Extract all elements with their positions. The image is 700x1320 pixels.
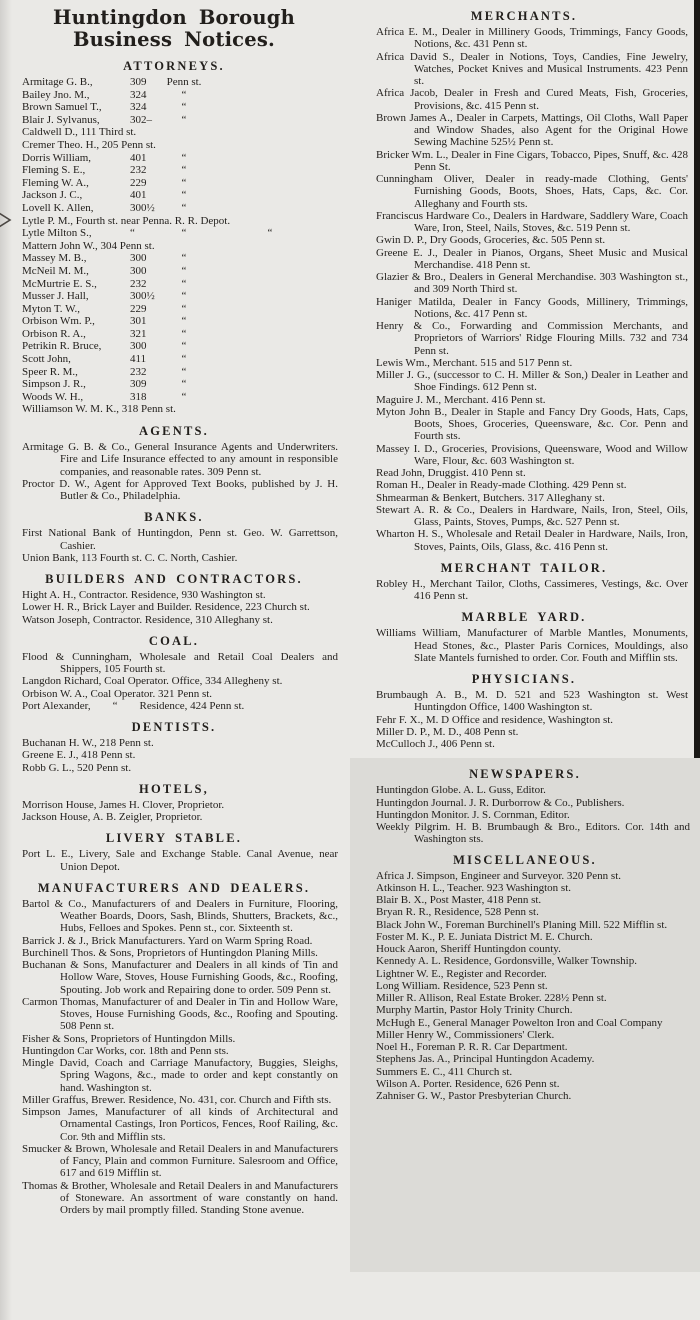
attorney-address-cell: 232 — [130, 164, 147, 177]
attorney-row — [8, 202, 340, 215]
directory-entry: Shmearman & Benkert, Butchers. 317 Alleghany st. — [376, 491, 605, 504]
attorney-address-cell: “ — [181, 88, 187, 101]
directory-entry: Port Alexander, “ Residence, 424 Penn st. — [22, 699, 245, 712]
directory-entry: Miller J. G., (successor to C. H. Miller & Son,) Dealer in Leather and Shoe Findings. 612 Penn st. — [376, 369, 688, 394]
section-heading: LIVERY STABLE. — [105, 831, 243, 846]
directory-entry: Brown James A., Dealer in Carpets, Mattings, Oil Cloths, Wall Paper and Window Shades, also Agent for the Original Howe Sewing Machine 525½ Penn st. — [376, 111, 688, 149]
attorney-row — [8, 227, 340, 240]
left-column — [8, 0, 340, 1216]
attorney-name: Blair J. Sylvanus, — [22, 113, 100, 126]
directory-entry: Brumbaugh A. B., M. D. 521 and 523 Washington st. West Huntingdon Office, 1400 Washington st. — [376, 689, 688, 714]
directory-entry: Burchinell Thos. & Sons, Proprietors of Huntingdon Planing Mills. — [22, 946, 318, 959]
directory-entry: Africa David S., Dealer in Notions, Toys, Candies, Fine Jewelry, Watches, Pocket Knives and Musical Instruments. 423 Penn st. — [376, 50, 688, 87]
directory-entry: Jackson House, A. B. Zeigler, Proprietor. — [22, 811, 203, 824]
directory-entry: Noel H., Foreman P. R. R. Car Department. — [376, 1041, 568, 1053]
directory-entry: Africa E. M., Dealer in Millinery Goods, Trimmings, Fancy Goods, Notions, &c. 431 Penn st. — [376, 26, 688, 51]
attorney-row — [8, 265, 340, 278]
section-heading: MANUFACTURERS AND DEALERS. — [37, 880, 311, 895]
section-builders-and-contractors — [8, 572, 340, 626]
attorney-row — [8, 315, 340, 328]
attorney-address-cell: 324 — [130, 88, 147, 101]
attorney-name: Lytle Milton S., — [22, 227, 92, 240]
section-heading: BANKS. — [144, 510, 204, 525]
attorney-name: Lovell K. Allen, — [22, 201, 94, 214]
attorney-address-cell: “ — [181, 227, 187, 240]
attorney-name: McMurtrie E. S., — [22, 277, 97, 290]
page-title: Huntingdon Borough Business Notices. — [53, 6, 295, 51]
directory-entry: Simpson James, Manufacturer of all kinds of Architectural and Ornamental Castings, Iron Porticos, Fences, Roof Railing, &c. Cor. 9th and Mifflin sts. — [22, 1106, 338, 1143]
directory-entry: Myton John B., Dealer in Staple and Fancy Dry Goods, Hats, Caps, Boots, Shoes, Groceries, Queensware, &c. Cor. Penn and Fourth sts. — [376, 405, 688, 443]
attorney-address-cell: 301 — [130, 315, 147, 328]
attorney-address-cell: “ — [181, 113, 187, 126]
attorney-name: Cremer Theo. H., 205 Penn st. — [22, 138, 156, 151]
attorney-row — [8, 126, 340, 139]
attorney-name: Mattern John W., 304 Penn st. — [22, 239, 155, 252]
attorney-address-cell: 229 — [130, 302, 147, 315]
directory-entry: Langdon Richard, Coal Operator. Office, 334 Allegheny st. — [22, 675, 283, 688]
directory-entry: Glazier & Bro., Dealers in General Merchandise. 303 Washington st., and 309 North Third st. — [376, 271, 688, 296]
section-heading: MERCHANTS. — [470, 9, 578, 23]
directory-entry: Africa Jacob, Dealer in Fresh and Cured Meats, Fish, Groceries, Provisions, &c. 415 Penn st. — [376, 87, 688, 112]
directory-entry: Bartol & Co., Manufacturers of and Dealers in Furniture, Flooring, Weather Boards, Doors, Sash, Blinds, Shutters, Brackets, &c., Hubs, Felloes and Spokes. Penn st., cor. Sixteenth st. — [22, 897, 338, 935]
section-heading: MISCELLANEOUS. — [453, 852, 597, 867]
section-heading: NEWSPAPERS. — [469, 767, 581, 782]
directory-entry: Huntingdon Globe. A. L. Guss, Editor. — [376, 784, 546, 797]
directory-entry: Fisher & Sons, Proprietors of Huntingdon Mills. — [22, 1032, 236, 1045]
directory-entry: Wharton H. S., Wholesale and Retail Dealer in Hardware, Nails, Iron, Stoves, Paints, Oils, Glass, &c. 416 Penn st. — [376, 528, 688, 553]
directory-entry: Armitage G. B. & Co., General Insurance Agents and Underwriters. Fire and Life Insurance effected to any amount in responsible companies, and reasonable rates. 309 Penn st. — [22, 441, 338, 478]
directory-entry: Bricker Wm. L., Dealer in Fine Cigars, Tobacco, Pipes, Snuff, &c. 428 Penn St. — [376, 148, 688, 173]
section-banks — [8, 510, 340, 564]
attorney-row — [8, 353, 340, 366]
directory-entry: Stephens Jas. A., Principal Huntingdon Academy. — [376, 1053, 595, 1066]
directory-entry: Black John W., Foreman Burchinell's Planing Mill. 522 Mifflin st. — [376, 918, 668, 931]
directory-entry: Hight A. H., Contractor. Residence, 930 Washington st. — [22, 589, 266, 602]
attorney-address-cell: 232 — [130, 277, 147, 290]
attorney-name: McNeil M. M., — [22, 264, 89, 277]
right-column — [352, 0, 696, 1272]
attorney-row — [8, 164, 340, 177]
attorney-row — [8, 340, 340, 353]
attorney-row — [8, 278, 340, 291]
directory-entry: Orbison W. A., Coal Operator. 321 Penn st. — [22, 687, 213, 700]
attorney-name: Fleming S. E., — [22, 164, 86, 177]
directory-entry: Atkinson H. L., Teacher. 923 Washington st. — [376, 881, 572, 894]
attorney-name: Simpson J. R., — [22, 378, 86, 391]
attorney-address-cell: “ — [181, 315, 187, 328]
attorney-address-cell: 300 — [130, 340, 147, 353]
directory-entry: Williams William, Manufacturer of Marble Mantles, Monuments, Head Stones, &c., Plaster Paris Cornices, Mouldings, also Slate Mantels furnished to order. Cor. Fouth and Mifflin sts. — [376, 627, 688, 664]
directory-entry: Franciscus Hardware Co., Dealers in Hardware, Saddlery Ware, Coach Ware, Iron, Steel, Nails, Stoves, &c. 519 Penn st. — [376, 209, 688, 234]
attorney-name: Armitage G. B., — [22, 76, 93, 88]
directory-entry: Proctor D. W., Agent for Approved Text Books, published by J. H. Butler & Co., Philadelphia. — [22, 477, 338, 503]
directory-entry: Huntingdon Journal. J. R. Durborrow & Co., Publishers. — [376, 796, 625, 809]
attorney-address-cell: “ — [181, 189, 187, 202]
attorney-row — [8, 101, 340, 114]
attorney-address-cell: “ — [130, 227, 135, 240]
section-hotels — [8, 782, 340, 824]
section-heading: DENTISTS. — [131, 720, 217, 735]
attorney-address-cell: “ — [181, 277, 187, 290]
directory-entry: First National Bank of Huntingdon, Penn st. Geo. W. Garrettson, Cashier. — [22, 527, 338, 552]
attorney-name: Orbison R. A., — [22, 327, 86, 340]
attorney-address-cell: “ — [181, 151, 187, 164]
attorney-row — [8, 76, 340, 89]
directory-entry: Buchanan H. W., 218 Penn st. — [22, 737, 154, 750]
section-coal — [8, 634, 340, 712]
attorney-address-cell: “ — [181, 340, 187, 353]
attorney-address-cell: 302– — [130, 113, 152, 126]
directory-entry: Houck Aaron, Sheriff Huntingdon county. — [376, 943, 561, 955]
section-heading: MARBLE YARD. — [461, 610, 587, 625]
attorney-address-cell: 300½ — [130, 290, 155, 303]
directory-entry: Lightner W. E., Register and Recorder. — [376, 967, 547, 980]
directory-entry: Carmon Thomas, Manufacturer of and Dealer in Tin and Hollow Ware, Stoves, House Furnishing Goods, &c., Roofing and Spouting. 508 Penn st. — [22, 995, 338, 1033]
directory-entry: Africa J. Simpson, Engineer and Surveyor. 320 Penn st. — [376, 869, 622, 882]
attorney-name: Petrikin R. Bruce, — [22, 340, 102, 353]
attorney-address-cell: “ — [181, 327, 187, 340]
directory-entry: Port L. E., Livery, Sale and Exchange Stable. Canal Avenue, near Union Depot. — [22, 848, 338, 873]
directory-entry: Mingle David, Coach and Carriage Manufactory, Buggies, Sleighs, Spring Wagons, &c., made to order and kept constantly on hand. Washington st. — [22, 1057, 338, 1094]
directory-entry: Henry & Co., Forwarding and Commission Merchants, and Proprietors of Warriors' Ridge Flouring Mills. 732 and 734 Penn st. — [376, 320, 688, 357]
attorney-address-cell: “ — [181, 302, 187, 315]
attorney-address-cell: “ — [181, 264, 187, 277]
directory-entry: Massey I. D., Groceries, Provisions, Queensware, Wood and Willow Ware, Flour, &c. 603 Washington st. — [376, 442, 688, 467]
attorney-address-cell: “ — [181, 365, 187, 378]
directory-entry: Haniger Matilda, Dealer in Fancy Goods, Millinery, Trimmings, Notions, &c. 417 Penn st. — [376, 295, 688, 320]
section-physicians — [352, 672, 696, 750]
directory-entry: Roman H., Dealer in Ready-made Clothing. 429 Penn st. — [376, 479, 627, 492]
attorney-address-cell: 321 — [130, 327, 147, 340]
attorney-name: Bailey Jno. M., — [22, 88, 90, 101]
attorney-address-cell: 232 — [130, 365, 147, 378]
directory-entry: Thomas & Brother, Wholesale and Retail Dealers in and Manufacturers of Stoneware. An assortment of ware constantly on hand. Orders by mail promptly filled. Standing Stone avenue. — [22, 1179, 338, 1217]
attorney-address-cell: “ — [267, 227, 273, 240]
directory-entry: Greene E. J., 418 Penn st. — [22, 749, 136, 762]
attorney-row — [8, 189, 340, 202]
attorney-address-cell: 309 — [130, 378, 147, 391]
directory-entry: Blair B. X., Post Master, 418 Penn st. — [376, 894, 542, 906]
section-merchant-tailor — [352, 561, 696, 603]
section-dentists — [8, 720, 340, 774]
attorney-address-cell: “ — [181, 164, 187, 177]
directory-entry: Miller D. P., M. D., 408 Penn st. — [376, 725, 519, 738]
directory-entry: Smucker & Brown, Wholesale and Retail Dealers in and Manufacturers of Fancy, Plain and common Furniture. Salesroom and Office, 617 and 619 Mifflin st. — [22, 1142, 338, 1180]
attorney-name: Jackson J. C., — [22, 189, 83, 202]
attorney-name: Williamson W. M. K., 318 Penn st. — [22, 403, 176, 416]
section-attorneys — [8, 59, 340, 416]
attorney-name: Massey M. B., — [22, 252, 87, 265]
section-miscellaneous — [352, 853, 698, 1103]
section-manufacturers-and-dealers — [8, 881, 340, 1217]
attorney-row — [8, 252, 340, 265]
attorney-row — [8, 290, 340, 303]
attorney-row — [8, 89, 340, 102]
directory-entry: Buchanan & Sons, Manufacturer and Dealers in all kinds of Tin and Hollow Ware, Stoves, House Furnishing Goods, &c., Roofing, Spouting. Job work and Repairing done to order. 509 Penn st. — [22, 959, 338, 996]
attorney-row — [8, 177, 340, 190]
section-heading: COAL. — [148, 633, 200, 648]
directory-entry: McCulloch J., 406 Penn st. — [376, 738, 495, 750]
attorney-address-cell: “ — [181, 390, 187, 403]
directory-entry: Miller Henry W., Commissioners' Clerk. — [376, 1028, 555, 1041]
attorney-name: Woods W. H., — [22, 390, 84, 403]
attorney-address-cell: 411 — [130, 353, 147, 366]
section-agents — [8, 424, 340, 502]
directory-entry: Fehr F. X., M. D Office and residence, Washington st. — [376, 713, 614, 726]
directory-entry: McHugh E., General Manager Powelton Iron and Coal Company — [376, 1016, 663, 1029]
section-heading: ATTORNEYS. — [123, 59, 225, 73]
directory-entry: Foster M. K., P. E. Juniata District M. E. Church. — [376, 930, 593, 943]
attorney-address-cell: Penn st. — [166, 76, 202, 88]
directory-entry: Maguire J. M., Merchant. 416 Penn st. — [376, 393, 546, 406]
attorney-name: Orbison Wm. P., — [22, 315, 95, 328]
directory-entry: Robley H., Merchant Tailor, Cloths, Cassimeres, Vestings, &c. Over 416 Penn st. — [376, 577, 688, 602]
attorney-address-cell: 300½ — [130, 201, 155, 214]
attorney-address-cell: 401 — [130, 151, 147, 164]
attorney-row — [8, 139, 340, 152]
section-heading: AGENTS. — [139, 424, 209, 439]
attorney-row — [8, 391, 340, 404]
attorney-address-cell: “ — [181, 290, 187, 303]
directory-entry: Read John, Druggist. 410 Penn st. — [376, 467, 526, 479]
directory-entry: Morrison House, James H. Clover, Proprietor. — [22, 798, 225, 811]
attorney-name: Fleming W. A., — [22, 176, 89, 189]
directory-entry: Gwin D. P., Dry Goods, Groceries, &c. 505 Penn st. — [376, 234, 606, 247]
attorney-address-cell: “ — [181, 101, 187, 114]
directory-entry: Barrick J. & J., Brick Manufacturers. Yard on Warm Spring Road. — [22, 934, 313, 947]
attorney-address-cell: “ — [181, 201, 187, 214]
attorney-address-cell: 401 — [130, 189, 147, 202]
directory-entry: Greene E. J., Dealer in Pianos, Organs, Sheet Music and Musical Merchandise. 418 Penn st. — [376, 246, 688, 271]
attorney-address-cell: 318 — [130, 390, 147, 403]
directory-entry: Watson Joseph, Contractor. Residence, 310 Alleghany st. — [22, 613, 273, 626]
directory-entry: Long William. Residence, 523 Penn st. — [376, 979, 548, 992]
attorney-row — [8, 215, 340, 228]
directory-entry: Bryan R. R., Residence, 528 Penn st. — [376, 906, 539, 919]
highlight-panel — [350, 758, 700, 1272]
attorney-row — [8, 328, 340, 341]
attorney-row — [8, 240, 340, 253]
attorney-address-cell: 324 — [130, 101, 147, 114]
attorney-row — [8, 114, 340, 127]
attorney-name: Caldwell D., 111 Third st. — [22, 126, 137, 139]
section-heading: PHYSICIANS. — [471, 672, 577, 686]
attorney-address-cell: “ — [181, 176, 187, 189]
directory-entry: Miller R. Allison, Real Estate Broker. 228½ Penn st. — [376, 992, 607, 1004]
directory-entry: Union Bank, 113 Fourth st. C. C. North, Cashier. — [22, 551, 238, 564]
section-heading: BUILDERS AND CONTRACTORS. — [45, 572, 303, 587]
directory-entry: Wilson A. Porter. Residence, 626 Penn st. — [376, 1077, 560, 1090]
attorney-address-cell: 309 — [130, 76, 147, 88]
attorney-row — [8, 303, 340, 316]
section-newspapers — [352, 767, 698, 845]
directory-entry: Lower H. R., Brick Layer and Builder. Residence, 223 Church st. — [22, 601, 310, 614]
attorney-address-cell: 300 — [130, 252, 147, 265]
attorney-address-cell: “ — [181, 252, 187, 265]
section-heading: MERCHANT TAILOR. — [440, 560, 608, 575]
attorney-address-cell: 229 — [130, 176, 147, 189]
attorney-name: Brown Samuel T., — [22, 101, 102, 114]
directory-entry: Zahniser G. W., Pastor Presbyterian Church. — [376, 1090, 572, 1102]
directory-entry: Flood & Cunningham, Wholesale and Retail Coal Dealers and Shippers, 105 Fourth st. — [22, 650, 338, 676]
attorney-row — [8, 366, 340, 379]
attorney-address-cell: “ — [181, 378, 187, 391]
directory-entry: Huntingdon Car Works, cor. 18th and Penn sts. — [22, 1044, 229, 1057]
attorney-name: Musser J. Hall, — [22, 290, 89, 303]
directory-entry: Summers E. C., 411 Church st. — [376, 1065, 513, 1078]
section-marble-yard — [352, 610, 696, 664]
directory-entry: Miller Graffus, Brewer. Residence, No. 431, cor. Church and Fifth sts. — [22, 1093, 332, 1106]
attorney-row — [8, 403, 340, 416]
attorney-name: Scott John, — [22, 353, 71, 366]
section-heading: HOTELS, — [139, 781, 209, 796]
attorney-name: Myton T. W., — [22, 302, 80, 315]
directory-entry: Murphy Martin, Pastor Holy Trinity Church. — [376, 1004, 573, 1017]
directory-entry: Stewart A. R. & Co., Dealers in Hardware, Nails, Iron, Steel, Oils, Glass, Paints, Stoves, Pumps, &c. 527 Penn st. — [376, 503, 688, 528]
attorney-name: Speer R. M., — [22, 365, 78, 378]
section-merchants — [352, 9, 696, 553]
directory-entry: Kennedy A. L. Residence, Gordonsville, Walker Township. — [376, 955, 637, 968]
section-livery-stable — [8, 831, 340, 873]
directory-entry: Lewis Wm., Merchant. 515 and 517 Penn st. — [376, 356, 573, 369]
directory-entry: Weekly Pilgrim. H. B. Brumbaugh & Bro., Editors. Cor. 14th and Washington sts. — [376, 821, 690, 846]
directory-entry: Huntingdon Monitor. J. S. Cornman, Editor. — [376, 808, 570, 821]
attorney-row — [8, 152, 340, 165]
attorney-row — [8, 378, 340, 391]
attorney-name: Dorris William, — [22, 151, 92, 164]
attorney-address-cell: 300 — [130, 264, 147, 277]
directory-entry: Cunningham Oliver, Dealer in ready-made Clothing, Gents' Furnishing Goods, Boots, Shoes, Hats, Caps, &c. Cor. Alleghany and Fourth sts. — [376, 173, 688, 210]
attorney-name: Lytle P. M., Fourth st. near Penna. R. R. Depot. — [22, 214, 231, 227]
directory-entry: Robb G. L., 520 Penn st. — [22, 761, 132, 774]
attorney-address-cell: “ — [181, 353, 187, 366]
